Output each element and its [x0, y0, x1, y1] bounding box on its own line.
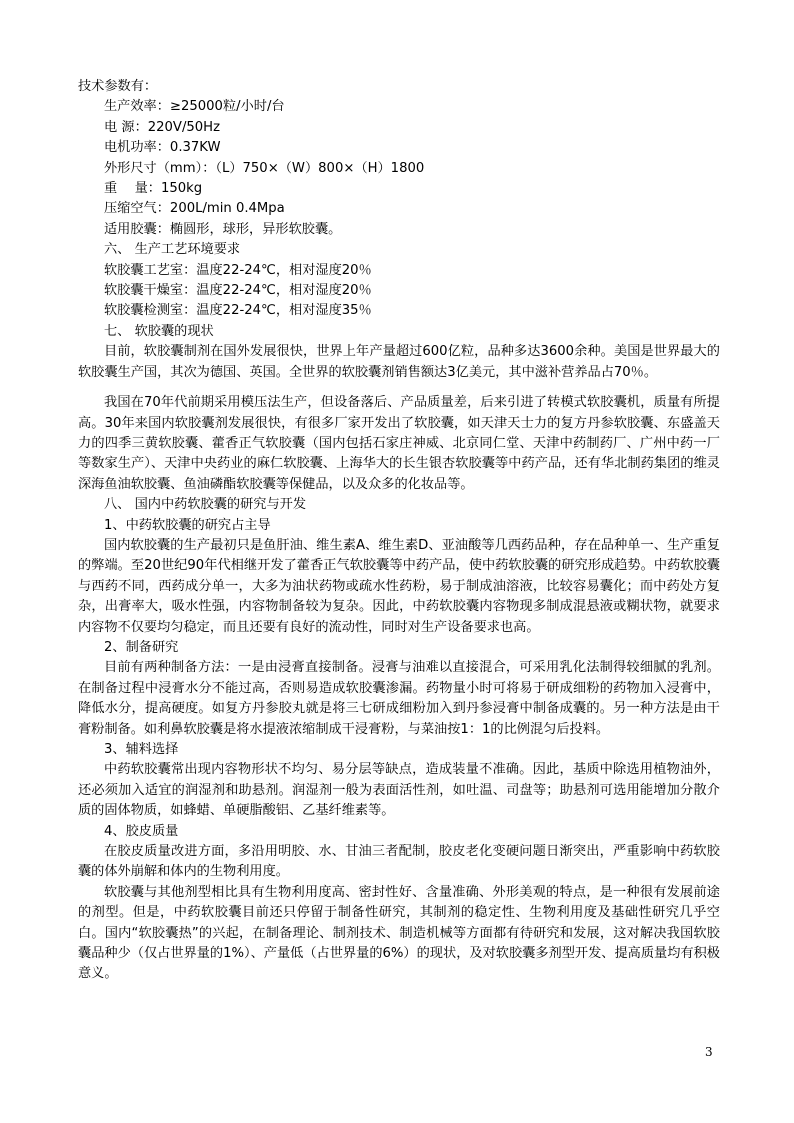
section-8-paragraph-5: 软胶囊与其他剂型相比具有生物利用度高、密封性好、含量准确、外形美观的特点，是一种很有发展前途的剂型。但是，中药软胶囊目前还只停留于制备性研究，其制剂的稳定性、生物利用度及基础性研究几乎空白。国内“软胶囊热”的兴起，在制备理论、制剂技术、制造机械等方面都有待研究和发展，这对解决我国软胶囊品种少（仅占世界量的1%）、产量低（占世界量的6%）的现状，及对软胶囊多剂型开发、提高质量均有积极意义。 — [78, 884, 720, 982]
section-8-paragraph-1: 国内软胶囊的生产最初只是鱼肝油、维生素A、维生素D、亚油酸等几西药品种，存在品种单一、生产重复的弊端。至20世纪90年代相继开发了藿香正气软胶囊等中药产品，使中药软胶囊的研究形成趋势。中药软胶囊与西药不同，西药成分单一，大多为油状药物或疏水性药粉，易于制成油溶液，比较容易囊化；而中药处方复杂，出膏率大，吸水性强，内容物制备较为复杂。因此，中药软胶囊内容物现多制成混悬液或糊状物，就要求内容物不仅要均匀稳定，而且还要有良好的流动性，同时对生产设备要求也高。 — [78, 537, 720, 635]
env-testing-room: 软胶囊检测室：温度22-24℃，相对湿度35％ — [104, 303, 372, 319]
param-power-supply: 电 源：220V/50Hz — [104, 119, 221, 135]
section-8-paragraph-4: 在胶皮质量改进方面，多沿用明胶、水、甘油三者配制，胶皮老化变硬问题日渐突出，严重影响中药软胶囊的体外崩解和体内的生物利用度。 — [78, 844, 720, 880]
section-7-paragraph-1: 目前，软胶囊制剂在国外发展很快，世界上年产量超过600亿粒，品种多达3600余种。美国是世界最大的软胶囊生产国，其次为德国、英国。全世界的软胶囊剂销售额达3亿美元，其中滋补营养品占70％。 — [78, 344, 720, 380]
section-8-sub-1: 1、中药软胶囊的研究占主导 — [104, 517, 271, 533]
section-8-sub-3: 3、辅料选择 — [104, 742, 179, 757]
param-motor-power: 电机功率：0.37KW — [104, 140, 221, 156]
section-8-paragraph-3: 中药软胶囊常出现内容物形状不均匀、易分层等缺点，造成装量不准确。因此，基质中除选用植物油外，还必须加入适宜的润湿剂和助悬剂。润湿剂一般为表面活性剂，如吐温、司盘等；助悬剂可选用能增加分散介质的固体物质，如蜂蜡、单硬脂酸铝、乙基纤维素等。 — [78, 762, 720, 819]
section-7-paragraph-2: 我国在70年代前期采用模压法生产，但设备落后、产品质量差，后来引进了转模式软胶囊机，质量有所提高。30年来国内软胶囊剂发展很快，有很多厂家开发出了软胶囊，如天津天士力的复方丹参软胶囊、东盛盖天力的四季三黄软胶囊、藿香正气软胶囊（国内包括石家庄神威、北京同仁堂、天津中药制药厂、广州中药一厂等数家生产）、天津中央药业的麻仁软胶囊、上海华大的长生银杏软胶囊等中药产品，还有华北制药集团的维灵深海鱼油软胶囊、鱼油磷酯软胶囊等保健品，以及众多的化妆品等。 — [78, 395, 720, 492]
section-6-heading: 六、 生产工艺环境要求 — [104, 242, 241, 258]
param-weight: 重 量：150kg — [104, 181, 203, 197]
section-8-paragraph-2: 目前有两种制备方法：一是由浸膏直接制备。浸膏与油难以直接混合，可采用乳化法制得较细腻的乳剂。在制备过程中浸膏水分不能过高，否则易造成软胶囊渗漏。药物量小时可将易于研成细粉的药物加入浸膏中，降低水分，提高硬度。如复方丹参胶丸就是将三七研成细粉加入到丹参浸膏中制备成囊的。另一种方法是由干膏粉制备。如利鼻软胶囊是将水提液浓缩制成干浸膏粉，与菜油按1：1的比例混匀后投料。 — [78, 660, 720, 737]
params-intro: 技术参数有： — [78, 79, 158, 94]
section-8-heading: 八、 国内中药软胶囊的研究与开发 — [104, 497, 307, 513]
section-8-sub-2: 2、制备研究 — [104, 639, 179, 655]
param-capsule-types: 适用胶囊：椭圆形，球形，异形软胶囊。 — [104, 221, 342, 237]
document-body — [78, 77, 720, 985]
param-dimensions: 外形尺寸（mm）：（L）750×（W）800×（H）1800 — [104, 160, 425, 176]
section-8-sub-4: 4、胶皮质量 — [104, 823, 179, 839]
section-7-heading: 七、 软胶囊的现状 — [104, 323, 214, 339]
env-drying-room: 软胶囊干燥室：温度22-24℃，相对湿度20％ — [104, 283, 372, 299]
page-number: 3 — [705, 1045, 713, 1059]
param-efficiency: 生产效率：≥25000粒/小时/台 — [104, 99, 285, 115]
param-compressed-air: 压缩空气：200L/min 0.4Mpa — [104, 201, 285, 217]
env-process-room: 软胶囊工艺室：温度22-24℃，相对湿度20％ — [104, 262, 372, 278]
